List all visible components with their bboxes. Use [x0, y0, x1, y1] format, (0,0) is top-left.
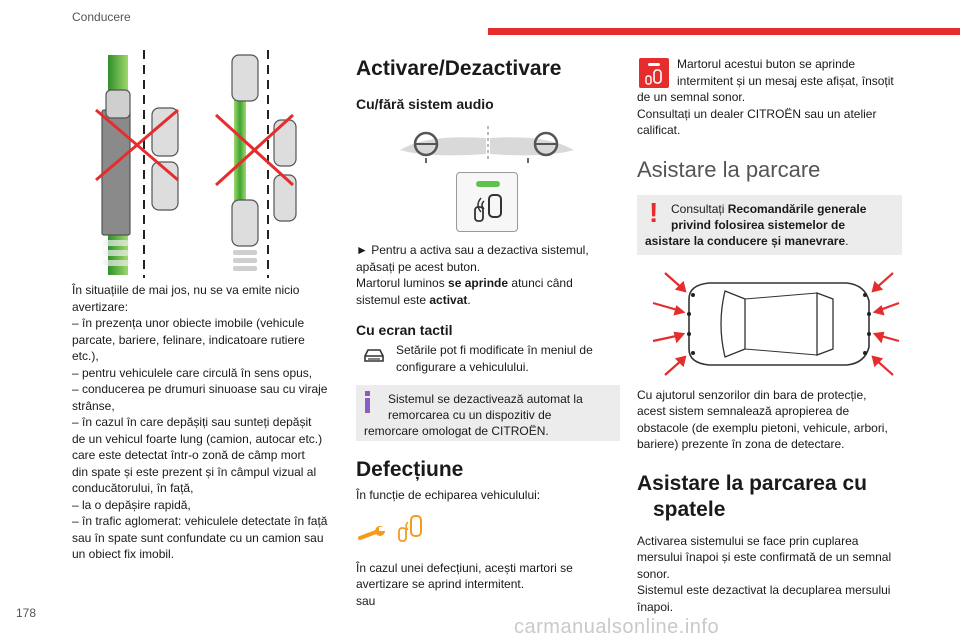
no-warning-line-9: de un vehicul foarte lung (camion, autocar etc.) [72, 431, 323, 446]
warning-box [637, 195, 902, 255]
reverse-line-4: înapoi. [637, 599, 674, 614]
fault-line2: avertizare se aprind intermitent. [356, 577, 525, 591]
no-warning-line-12: conducătorului, în față, [72, 481, 194, 495]
reverse-line-1: mersului înapoi și este confirmată de un semnal [637, 550, 892, 564]
blink-line3: de un semnal sonor. [637, 90, 746, 104]
fault-or: sau [356, 593, 376, 608]
no-warning-line-15: sau în spate sunt confundate cu un camion sau [72, 530, 324, 545]
reverse-line-2: sonor. [637, 566, 670, 581]
no-warning-line-0: În situațiile de mai jos, nu se va emite nicio [72, 283, 300, 297]
blink-line2: intermitent și un mesaj este afișat, însoțit [677, 73, 894, 88]
towing-info-line2: remorcarea cu un dispozitiv de [388, 408, 552, 422]
button-indicator-lamp [476, 181, 500, 187]
press-instruction-line1: ► Pentru a activa sau a dezactiva sistemul, [356, 243, 589, 257]
parking-assist-title: Asistare la parcare [637, 156, 821, 182]
header-accent-bar [488, 28, 960, 35]
warning-line1: Consultați Recomandările generale [671, 201, 867, 216]
lamp-status-line: Martorul luminos se aprinde atunci când [356, 276, 573, 290]
warning-line3: asistare la conducere și manevrare. [645, 233, 849, 248]
touch-settings-line1: Setările pot fi modificate în meniul de [396, 343, 593, 357]
fault-title: Defecțiune [356, 458, 464, 481]
reverse-line-3: Sistemul este dezactivat la decuplarea mersului [637, 583, 891, 597]
blind-spot-car-icon [469, 191, 509, 227]
no-warning-line-10: care este detectat într-o zonă de câmp mort [72, 448, 305, 462]
activation-title: Activare/Dezactivare [356, 57, 562, 80]
no-warning-line-2: – în prezența unor obiecte imobile (vehicule [72, 316, 305, 330]
no-warning-line-3: parcate, bariere, felinare, indicatoare rutiere [72, 332, 305, 347]
reverse-parking-title-line2: spatele [653, 497, 726, 521]
system-status-line: sistemul este activat. [356, 292, 471, 307]
blink-line1: Martorul acestui buton se aprinde [677, 57, 856, 71]
column-left [72, 50, 340, 563]
audio-heading: Cu/fără sistem audio [356, 96, 494, 112]
vehicle-settings-icon [362, 346, 386, 364]
blind-spot-button[interactable] [456, 172, 518, 232]
no-warning-line-11: din spate și este prezent și în câmpul vizual al [72, 464, 317, 479]
no-warning-line-14: – în trafic aglomerat: vehiculele detectate în față [72, 514, 328, 528]
watermark: carmanualsonline.info [514, 616, 720, 638]
towing-info-line3: remorcare omologat de CITROËN. [364, 424, 549, 438]
no-warning-line-1: avertizare: [72, 299, 129, 314]
dashboard-steering-wheel-icon [356, 124, 620, 164]
press-instruction-line2: apăsați pe acest buton. [356, 259, 481, 274]
wrench-icon [358, 524, 388, 544]
parking-sensors-car-diagram [637, 269, 902, 379]
info-icon [364, 391, 370, 413]
no-warning-line-16: un obiect fix imobil. [72, 547, 175, 561]
blink-line5: calificat. [637, 123, 681, 137]
reverse-parking-title-line1: Asistare la parcarea cu [637, 471, 867, 495]
no-warning-line-5: – pentru vehiculele care circulă în sens opus, [72, 365, 313, 380]
no-warning-line-13: – la o depășire rapidă, [72, 497, 191, 512]
page-number: 178 [16, 606, 37, 620]
fault-intro: În funcție de echiparea vehiculului: [356, 488, 541, 502]
sensor-line-3: bariere) prezente în zona de detectare. [637, 437, 845, 451]
sensor-line-2: obstacole (de exemplu pietoni, vehicule, arbori, [637, 420, 888, 435]
blinking-button-icon [639, 58, 669, 88]
warning-line2: privind folosirea sistemelor de [671, 217, 846, 232]
section-header: Conducere [72, 10, 131, 24]
blind-spot-warning-icon [396, 514, 426, 544]
blind-spot-illustration [88, 50, 298, 280]
column-right [637, 50, 902, 615]
column-middle [356, 50, 620, 609]
warning-exclamation-icon: ! [649, 196, 659, 228]
towing-info-box [356, 385, 620, 441]
no-warning-line-8: – în cazul în care depășiți sau sunteți depășit [72, 415, 312, 429]
touchscreen-heading: Cu ecran tactil [356, 322, 453, 338]
towing-info-line1: Sistemul se dezactivează automat la [388, 392, 583, 406]
no-warning-line-4: etc.), [72, 349, 99, 363]
fault-line1: În cazul unei defecțiuni, acești martori se [356, 560, 573, 575]
no-warning-line-6: – conducerea pe drumuri sinuoase sau cu viraje [72, 382, 328, 396]
blink-line4: Consultați un dealer CITROËN sau un atelier [637, 106, 877, 121]
no-warning-line-7: strânse, [72, 398, 115, 413]
sensor-line-1: acest sistem semnalează apropierea de [637, 404, 850, 418]
sensor-line-0: Cu ajutorul senzorilor din bara de protecție, [637, 387, 867, 402]
touch-settings-line2: configurare a vehiculului. [396, 359, 529, 374]
reverse-line-0: Activarea sistemului se face prin cuplarea [637, 533, 859, 548]
